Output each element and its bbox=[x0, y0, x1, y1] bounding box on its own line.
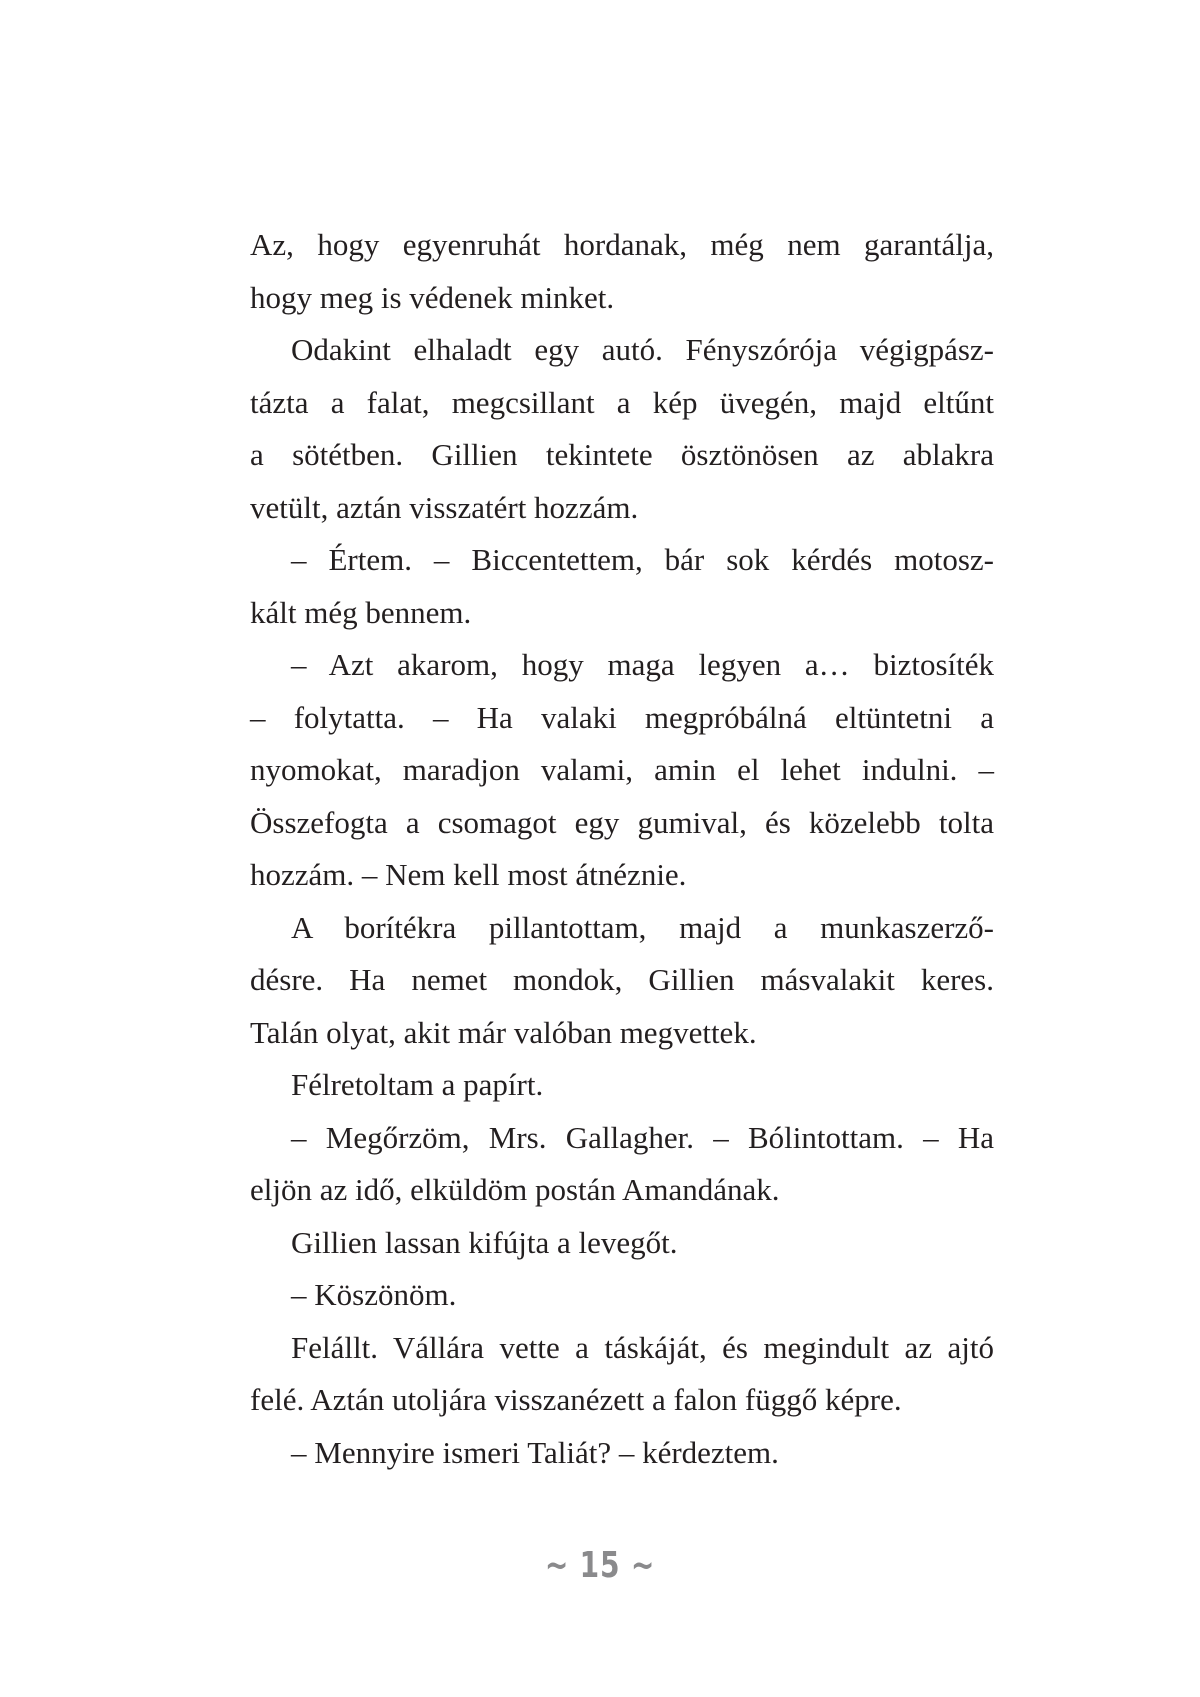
text-line: – Megőrzöm, Mrs. Gallagher. – Bólintottam. – Ha bbox=[291, 1119, 994, 1155]
text-line: kált még bennem. bbox=[250, 594, 472, 630]
text-line: – Azt akarom, hogy maga legyen a… biztosíték bbox=[291, 647, 994, 682]
text-line: felé. Aztán utoljára visszanézett a falon függő képre. bbox=[250, 1382, 902, 1417]
text-line: Félretoltam a papírt. bbox=[291, 1067, 544, 1102]
text-line: Felállt. Vállára vette a táskáját, és megindult az ajtó bbox=[291, 1329, 994, 1365]
text-line: – folytatta. – Ha valaki megpróbálná eltüntetni a bbox=[250, 699, 994, 735]
text-line: A borítékra pillantottam, majd a munkaszerző- bbox=[291, 909, 994, 945]
text-line: Odakint elhaladt egy autó. Fényszórója végigpász- bbox=[291, 332, 994, 367]
text-line: hozzám. – Nem kell most átnéznie. bbox=[250, 857, 687, 892]
text-line: eljön az idő, elküldöm postán Amandának. bbox=[250, 1172, 780, 1207]
text-line: – Értem. – Biccentettem, bár sok kérdés motosz- bbox=[291, 542, 994, 577]
text-line: vetült, aztán visszatért hozzám. bbox=[250, 489, 639, 525]
text-line: Összefogta a csomagot egy gumival, és közelebb tolta bbox=[250, 804, 994, 840]
text-line: désre. Ha nemet mondok, Gillien másvalakit keres. bbox=[250, 962, 994, 997]
text-line: Az, hogy egyenruhát hordanak, még nem garantálja, bbox=[250, 227, 994, 262]
text-line: tázta a falat, megcsillant a kép üvegén, majd eltűnt bbox=[250, 384, 994, 420]
text-line: – Mennyire ismeri Taliát? – kérdeztem. bbox=[291, 1434, 779, 1470]
page-number: ~ 15 ~ bbox=[544, 1545, 656, 1586]
body-text bbox=[250, 219, 994, 1479]
text-line: – Köszönöm. bbox=[291, 1277, 457, 1312]
text-line: Talán olyat, akit már valóban megvettek. bbox=[250, 1014, 757, 1050]
text-line: Gillien lassan kifújta a levegőt. bbox=[291, 1224, 678, 1260]
text-line: a sötétben. Gillien tekintete ösztönösen az ablakra bbox=[250, 437, 994, 472]
text-line: hogy meg is védenek minket. bbox=[250, 279, 615, 315]
text-line: nyomokat, maradjon valami, amin el lehet indulni. – bbox=[250, 752, 994, 787]
